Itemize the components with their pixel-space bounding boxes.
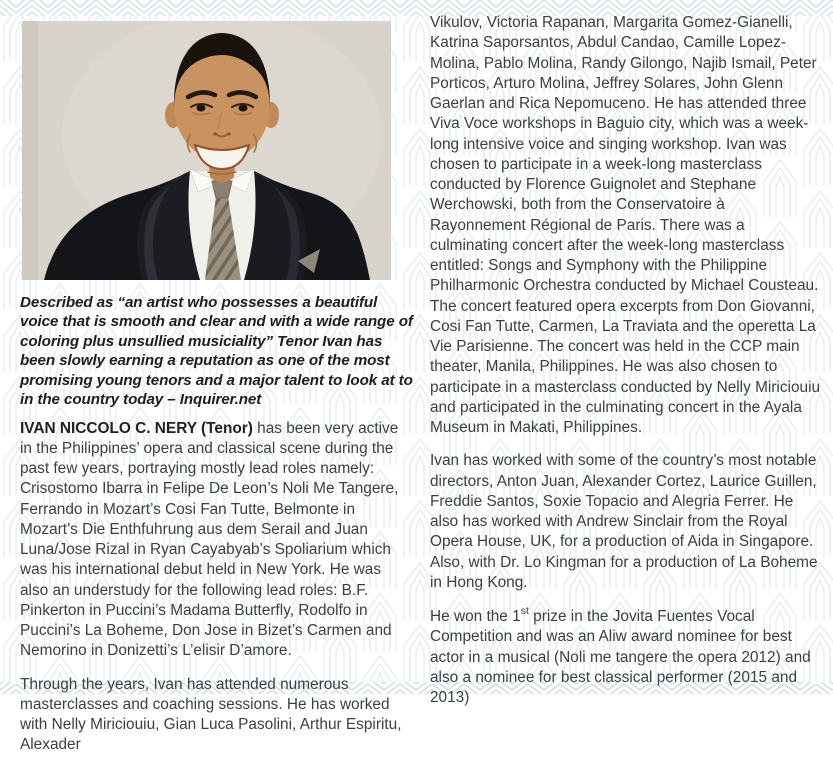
- bio-paragraph-1: [20, 419, 413, 662]
- bio-paragraph-4: Ivan has worked with some of the country’s most notable directors, Anton Juan, Alexander Cortez, Laurice Guillen, Freddie Santos, Soxie Topacio and Alegria Ferrer. He also has worked with Andrew Sinclair from the Royal Opera House, UK, for a production of Aida in Singapore. Also, with Dr. Lo Kingman for a production of La Boheme in Hong Kong.: [430, 452, 818, 591]
- left-column: [20, 21, 413, 769]
- awards-text-start: He won the 1: [430, 608, 521, 626]
- awards-text-end: prize in the Jovita Fuentes Vocal Competition and was an Aliw award nominee for best actor in a musical (Noli me tangere the opera 2012) and also a nominee for best classical performer (2015 and 2013): [430, 608, 811, 707]
- tenor-portrait-photo: [22, 21, 391, 280]
- right-column: [430, 13, 822, 721]
- bio-paragraph-5: [430, 606, 822, 708]
- bio-paragraph-2: Through the years, Ivan has attended numerous masterclasses and coaching sessions. He has worked with Nelly Miriciouiu, Gian Luca Pasolini, Arthur Espiritu, Alexader: [20, 675, 402, 754]
- bio-paragraph-3: Vikulov, Victoria Rapanan, Margarita Gomez-Gianelli, Katrina Saporsantos, Abdul Candao, Camille Lopez-Molina, Pablo Molina, Randy Gilongo, Najib Ismail, Peter Porticos, Arturo Molina, Jeffrey Solares, John Glenn Gaerlan and Rica Nepomuceno. He has attended three Viva Voce workshops in Baguio city, which was a week-long intensive voice and singing workshop. Ivan was chosen to participate in a week-long masterclass conducted by Florence Guignolet and Stephane Werchowski, both from the Conservatoire à Rayonnement Régional de Paris. There was a culminating concert after the week-long masterclass entitled: Songs and Symphony with the Philippine Philharmonic Orchestra conducted by Michael Cousteau. The concert featured opera excerpts from Don Giovanni, Cosi Fan Tutte, Carmen, La Traviata and the operetta La Vie Parisienne. The concert was held in the CCP main theater, Manila, Philippines. He was also chosen to participate in a masterclass conducted by Nelly Miriciouiu and participated in the culminating concert in the Ayala Museum in Makati, Philippines.: [430, 14, 821, 436]
- bio-paragraph-1-text: has been very active in the Philippines’ opera and classical scene during the past few years, portraying mostly lead roles namely: Crisostomo Ibarra in Felipe De Leon’s Noli Me Tangere, Ferrando in Mozart’s Cosi Fan Tutte, Belmonte in Mozart’s Die Enthfuhrung aus dem Serail and Juan Luna/Jose Rizal in Ryan Cayabyab’s Spoliarium which was his international debut held in New York. He was also an understudy for the following lead roles: B.F. Pinkerton in Puccini’s Madama Butterfly, Rodolfo in Puccini’s La Boheme, Don Jose in Bizet’s Carmen and Nemorino in Donizetti’s L’elisir D’amore.: [20, 419, 399, 660]
- tenor-name-heading: IVAN NICCOLO C. NERY (Tenor): [20, 419, 253, 437]
- pull-quote: Described as “an artist who possesses a beautiful voice that is smooth and clear and with a wide range of coloring plus unsullied musiciality” Tenor Ivan has been slowly earning a reputation as one of the most promising young tenors and a major talent to look at to in the country today – Inquirer.net: [20, 294, 413, 409]
- ordinal-superscript: st: [520, 605, 529, 617]
